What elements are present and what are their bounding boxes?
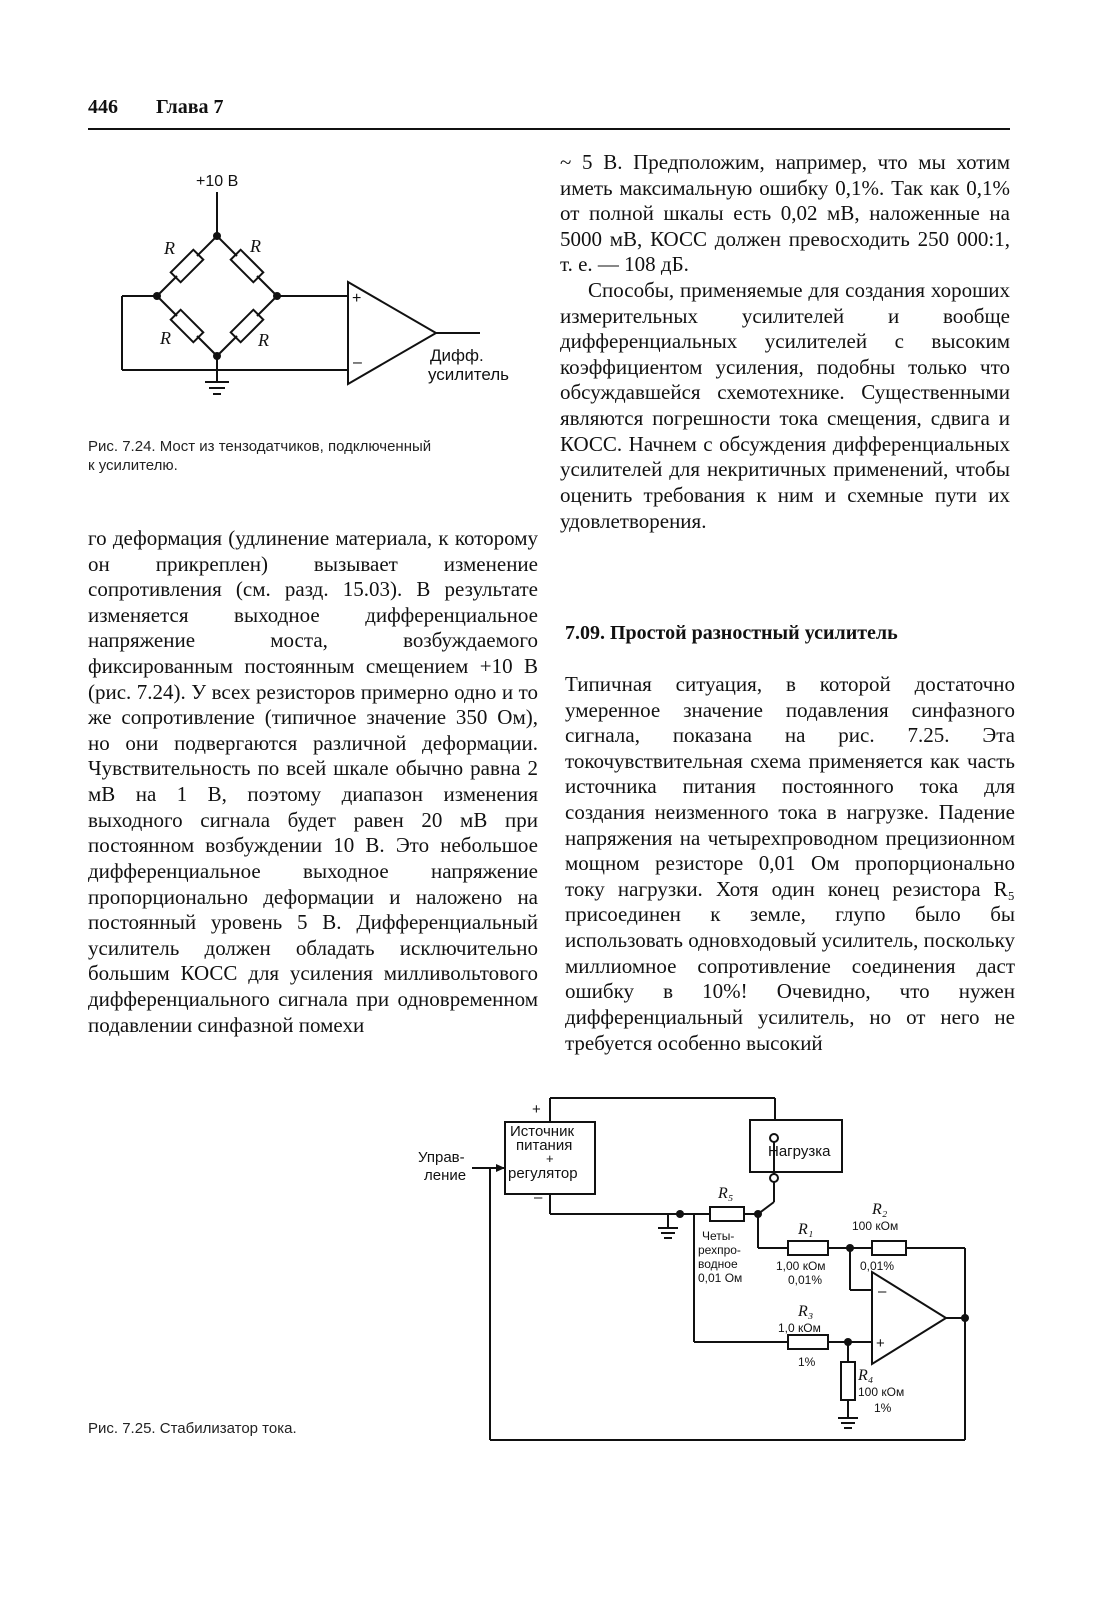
r5-desc-4: 0,01 Ом [698,1271,743,1285]
right-column-text [560,150,1010,534]
psu-minus-label: – [534,1189,543,1206]
r4-resistor [841,1362,855,1400]
r3-resistor [788,1335,828,1349]
psu-label-4: регулятор [508,1165,578,1182]
r5-desc-2: рехпро- [698,1243,741,1257]
r-label: R [164,238,175,258]
psu-label-2: питания [516,1137,573,1154]
paragraph: Типичная ситуация, в которой достаточно умеренное значение подавления синфазного сигнала, показана на рис. 7.25. Эта токочувствительная схема применяется как часть источника питания постоянного тока для создания неизменного тока в нагрузке. Падение напряжения на четырехпроводном прецизионном мощном резисторе 0,01 Ом пропорционально току нагрузки. Хотя один конец резистора R₅ присоединен к земле, глупо было бы использовать одновходовый усилитель, поскольку миллиомное сопротивление соединения даст ошибку в 10%! Очевидно, что нужен дифференциальный усилитель, но от него не требуется особенно высокий [565,672,1015,1055]
op-minus-label: – [878,1283,887,1300]
op-plus-label: + [876,1335,885,1352]
r5-desc-1: Четы- [702,1229,735,1243]
r2-tolerance: 0,01% [860,1259,895,1273]
r-label: R [160,328,171,348]
r4-tolerance: 1% [874,1401,892,1415]
figure-7-25 [410,1090,990,1460]
r4-value: 100 кОм [858,1385,905,1399]
r2-value: 100 кОм [852,1219,899,1233]
r5-desc-3: водное [698,1257,738,1271]
r-label: R [250,236,261,256]
left-column-text [88,526,538,1038]
page-header [88,92,1010,130]
r2-resistor [872,1241,906,1255]
figure-7-24 [100,160,540,420]
chapter-title: Глава 7 [156,96,224,118]
bridge-resistor-top-left [171,250,204,283]
r3-tolerance: 1% [798,1355,816,1369]
amp-label-1: Дифф. [430,346,484,365]
r3-value: 1,0 кОм [778,1321,821,1335]
control-label-2: ление [424,1167,467,1184]
r1-value: 1,00 кОм [776,1259,826,1273]
minus-input-label: – [353,354,362,371]
psu-plus-label: + [532,1101,541,1118]
r5-label: R₅ [718,1185,734,1202]
load-label: Нагрузка [768,1143,831,1160]
control-label-1: Управ- [418,1149,465,1166]
plus-input-label: + [352,290,362,307]
bridge-resistor-bottom-left [171,310,204,343]
paragraph: Способы, применяемые для создания хороших измерительных усилителей и вообще дифференциальных усилителей с высоким коэффициентом усиления, подобны только что обсуждавшейся схемотехнике. Существенными являются погрешности тока смещения, сдвига и КОСС. Начнем с обсуждения дифференциальных усилителей для некритичных применений, чтобы оценить требования к ним и схемные пути их удовлетворения. [560,278,1010,533]
figure-7-25-caption: Рис. 7.25. Стабилизатор тока. [88,1420,297,1437]
r2-label: R₂ [872,1201,888,1218]
r3-label: R₃ [798,1303,814,1320]
figure-7-24-caption [88,438,538,476]
psu-label-1: Источник [510,1123,575,1140]
psu-label-3: + [546,1151,554,1166]
r4-label: R₄ [858,1367,874,1384]
page-number: 446 [88,96,118,118]
right-column-text-2 [565,672,1015,1056]
amp-label-2: усилитель [428,365,509,384]
paragraph: ~ 5 В. Предположим, например, что мы хотим иметь максимальную ошибку 0,1%. Так как 0,1% от полной шкалы есть 0,02 мВ, наложенные на 5000 мВ, КОСС должен превосходить 250 000:1, т. е. — 108 дБ. [560,150,1010,277]
r1-label: R₁ [798,1221,814,1238]
section-heading: 7.09. Простой разностный усилитель [565,622,898,644]
r1-resistor [788,1241,828,1255]
supply-label: +10 В [196,173,239,190]
r5-resistor [710,1207,744,1221]
r1-tolerance: 0,01% [788,1273,823,1287]
r-label: R [258,330,269,350]
caption-line: Рис. 7.24. Мост из тензодатчиков, подключенный [88,438,432,455]
paragraph: го деформация (удлинение материала, к которому он прикреплен) вызывает изменение сопротивления (см. разд. 15.03). В результате изменяется выходное дифференциальное напряжение моста, возбуждаемого фиксированным постоянным смещением +10 В (рис. 7.24). У всех резисторов примерно одно и то же сопротивление (типичное значение 350 Ом), но они подвергаются различной деформации. Чувствительность по всей шкале обычно равна 2 мВ на 1 В, поэтому диапазон изменения выходного сигнала будет равен 20 мВ при постоянном возбуждении 10 В. Это небольшое дифференциальное выходное напряжение пропорционально деформации и наложено на постоянный уровень 5 В. Дифференциальный усилитель должен обладать исключительно большим КОСС для усиления милливольтового дифференциального сигнала при одновременном подавлении синфазной помехи [88,526,538,1037]
caption-line: к усилителю. [88,456,178,474]
